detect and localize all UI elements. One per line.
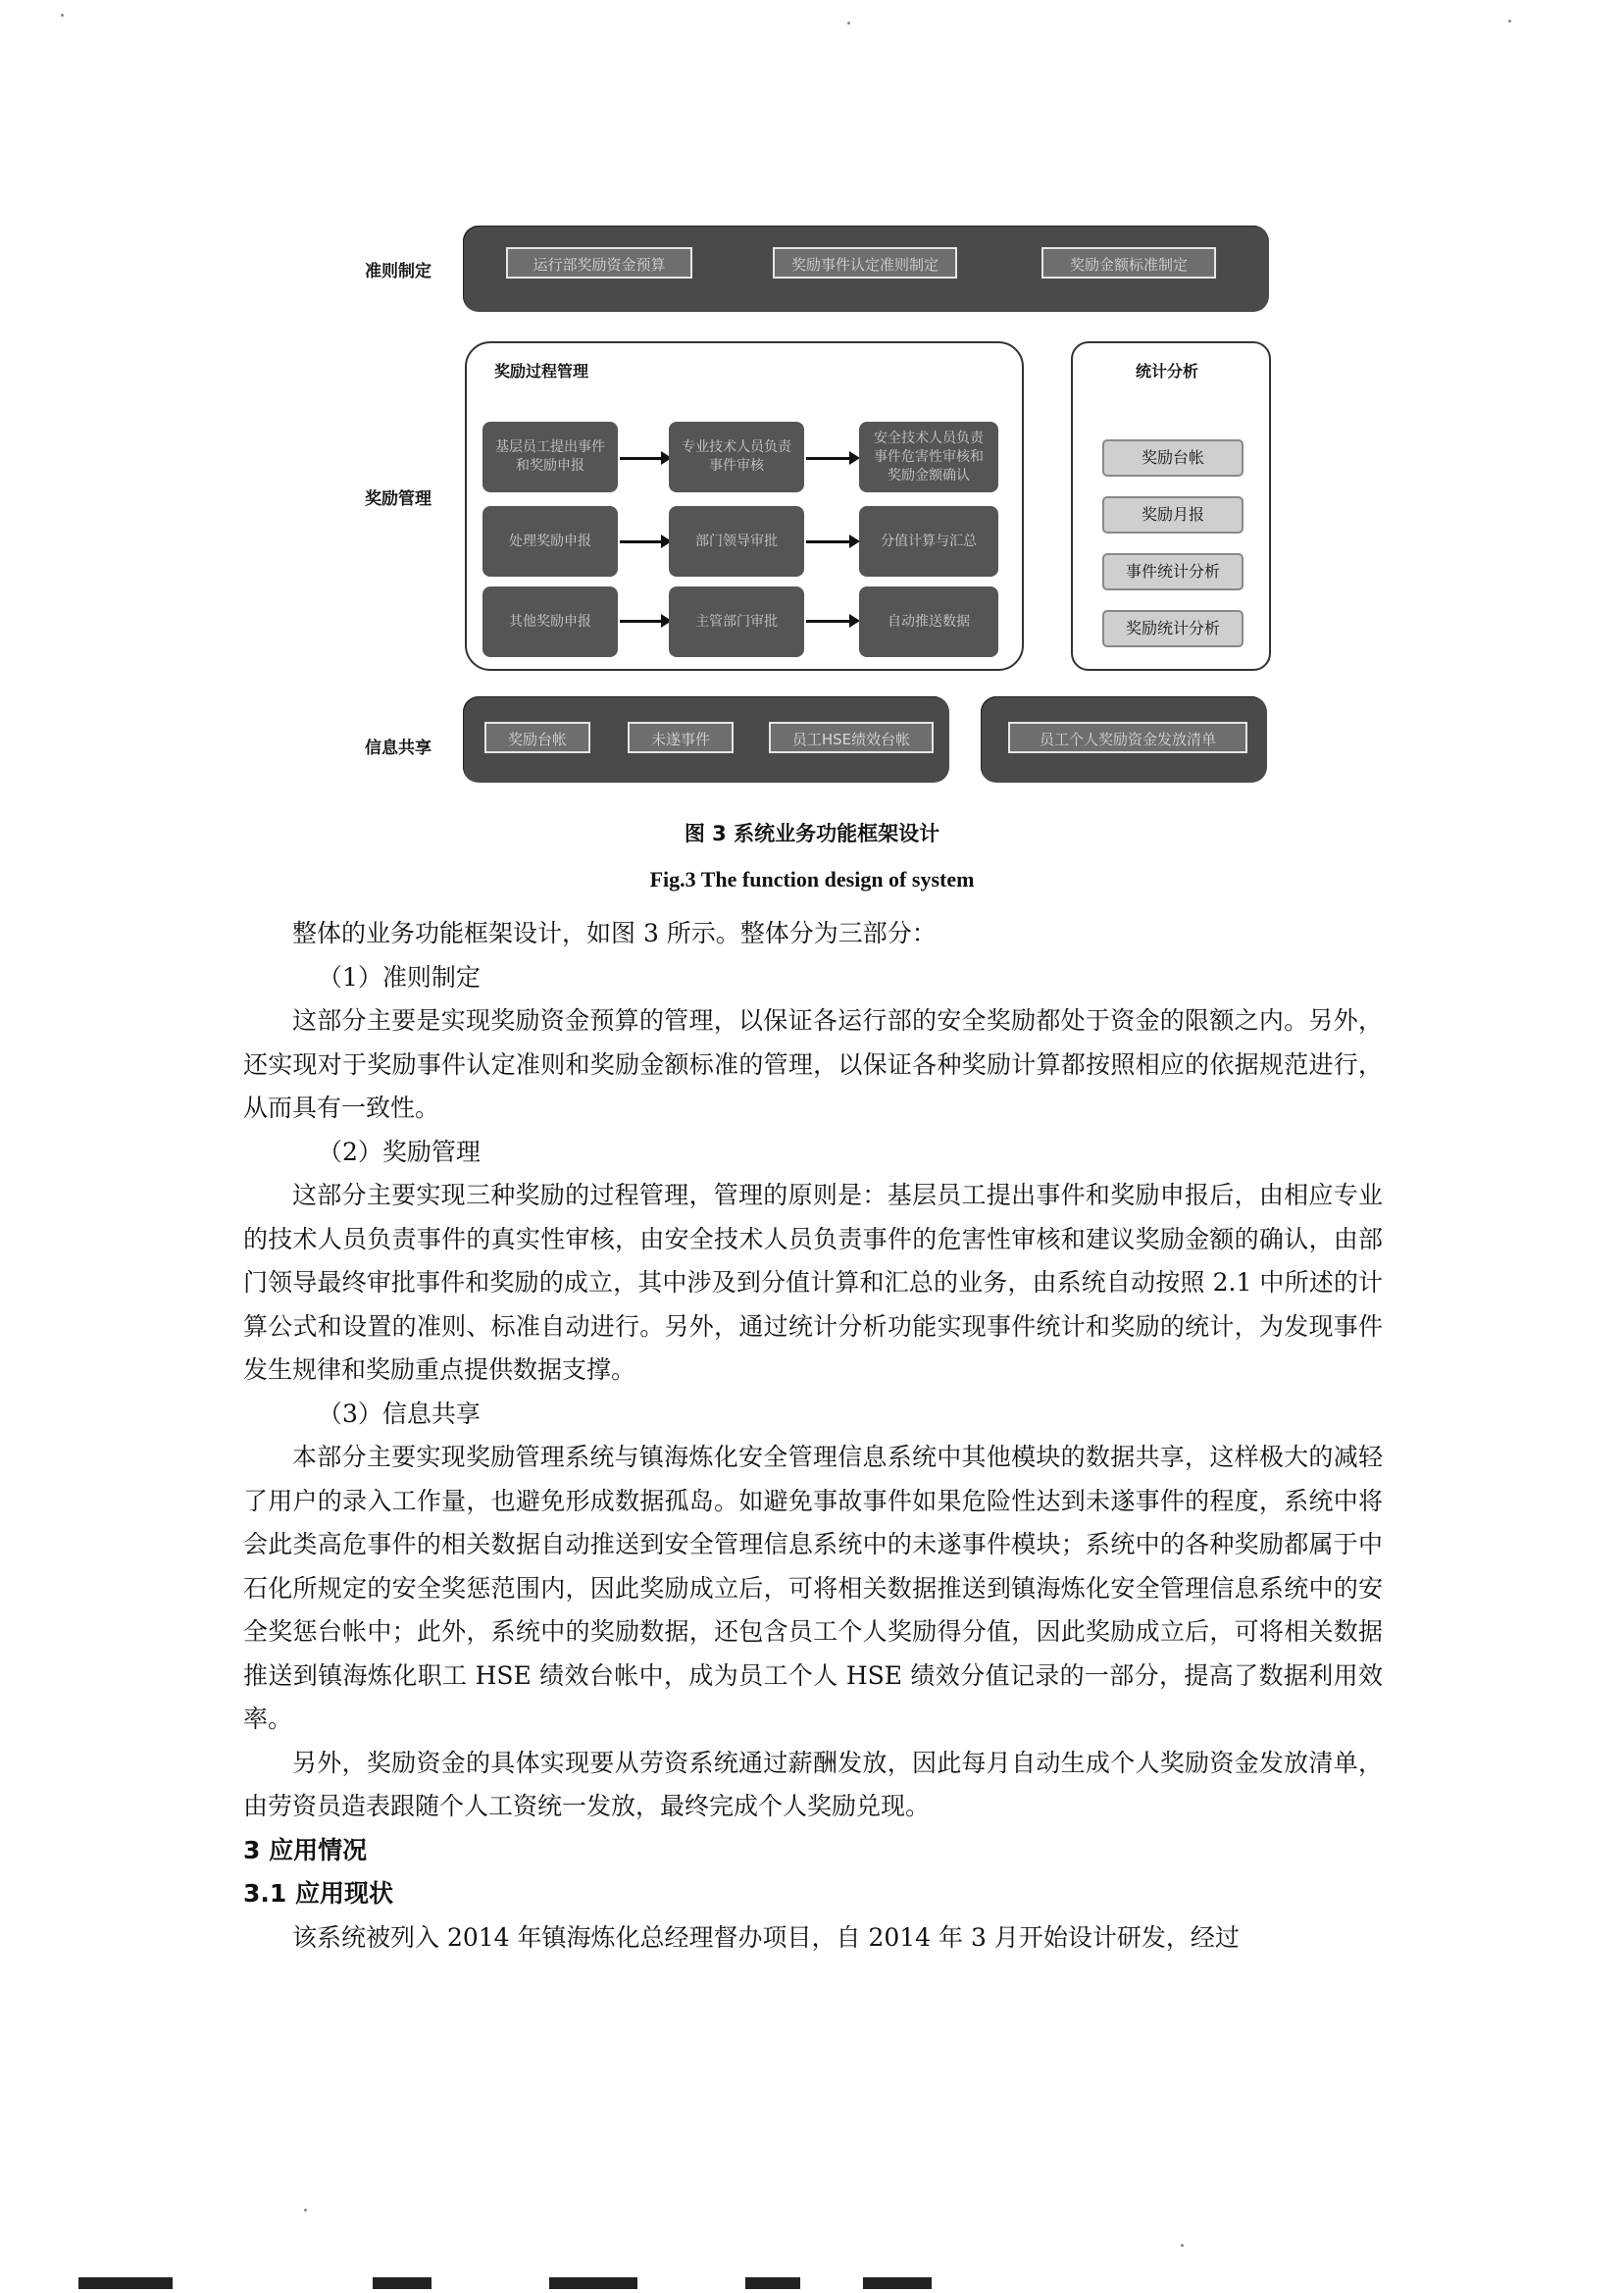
rules-item: 奖励金额标准制定 xyxy=(1041,247,1216,279)
process-box: 其他奖励申报 xyxy=(482,586,618,657)
stats-item: 事件统计分析 xyxy=(1102,553,1243,590)
body-text xyxy=(243,912,1383,1960)
scan-speck xyxy=(1181,2244,1184,2247)
paragraph-status: 该系统被列入 2014 年镇海炼化总经理督办项目，自 2014 年 3 月开始设计研发，经过 xyxy=(292,1922,1240,1952)
scan-speck xyxy=(61,14,64,17)
arrow-right-icon xyxy=(806,620,851,623)
scan-edge-mark xyxy=(78,2277,173,2289)
sharing-bar-left xyxy=(463,696,949,783)
arrow-right-icon xyxy=(620,620,663,623)
stats-item: 奖励统计分析 xyxy=(1102,610,1243,647)
section-heading-3-1: 3.1 应用现状 xyxy=(243,1879,393,1908)
sharing-item: 员工个人奖励资金发放清单 xyxy=(1008,722,1247,753)
paragraph-intro: 整体的业务功能框架设计，如图 3 所示。整体分为三部分： xyxy=(292,919,937,947)
stats-panel-title: 统计分析 xyxy=(1136,362,1199,381)
process-box: 专业技术人员负责事件审核 xyxy=(669,422,804,492)
scan-edge-mark xyxy=(863,2277,932,2289)
sharing-bar-right xyxy=(981,696,1267,783)
arrow-right-icon xyxy=(806,540,851,543)
process-box: 主管部门审批 xyxy=(669,586,804,657)
scan-edge-mark xyxy=(745,2277,800,2289)
scan-speck xyxy=(304,2209,307,2212)
stats-item: 奖励月报 xyxy=(1102,496,1243,534)
rules-item: 奖励事件认定准则制定 xyxy=(773,247,957,279)
subheading-reward: （2）奖励管理 xyxy=(318,1137,481,1166)
section-heading-3: 3 应用情况 xyxy=(243,1835,368,1864)
stats-item: 奖励台帐 xyxy=(1102,439,1243,477)
scan-edge-mark xyxy=(373,2277,431,2289)
scan-edge-mark xyxy=(549,2277,637,2289)
figure-caption-en: Fig.3 The function design of system xyxy=(649,867,975,892)
scan-speck xyxy=(1508,20,1511,23)
arrow-right-icon xyxy=(620,540,663,543)
scan-speck xyxy=(847,22,850,25)
process-box: 分值计算与汇总 xyxy=(859,506,998,577)
row-label-reward: 奖励管理 xyxy=(365,489,431,509)
paragraph-sharing: 本部分主要实现奖励管理系统与镇海炼化安全管理信息系统中其他模块的数据共享，这样极大的减轻了用户的录入工作量，也避免形成数据孤岛。如避免事故事件如果危险性达到未遂事件的程度，系统中将会此类高危事件的相关数据自动推送到安全管理信息系统中的未遂事件模块；系统中的各种奖励都属于中石化所规定的安全奖惩范围内，因此奖励成立后，可将相关数据推送到镇海炼化安全管理信息系统中的安全奖惩台帐中；此外，系统中的奖励数据，还包含员工个人奖励得分值，因此奖励成立后，可将相关数据推送到镇海炼化职工 HSE 绩效台帐中，成为员工个人 HSE 绩效分值记录的一部分，提高了数据利用效率。 xyxy=(243,1443,1383,1733)
paragraph-reward: 这部分主要实现三种奖励的过程管理，管理的原则是：基层员工提出事件和奖励申报后，由相应专业的技术人员负责事件的真实性审核，由安全技术人员负责事件的危害性审核和建议奖励金额的确认，由部门领导最终审批事件和奖励的成立，其中涉及到分值计算和汇总的业务，由系统自动按照 2.1 中所述的计算公式和设置的准则、标准自动进行。另外，通过统计分析功能实现事件统计和奖励的统计，为发现事件发生规律和奖励重点提供数据支撑。 xyxy=(243,1181,1383,1384)
process-box: 安全技术人员负责事件危害性审核和奖励金额确认 xyxy=(859,422,998,492)
arrow-right-icon xyxy=(806,457,851,460)
arrow-right-icon xyxy=(620,457,663,460)
rules-item: 运行部奖励资金预算 xyxy=(506,247,692,279)
subheading-rules: （1）准则制定 xyxy=(318,962,481,992)
sharing-item: 奖励台帐 xyxy=(484,722,590,753)
process-box: 基层员工提出事件和奖励申报 xyxy=(482,422,618,492)
paragraph-payroll: 另外，奖励资金的具体实现要从劳资系统通过薪酬发放，因此每月自动生成个人奖励资金发放清单，由劳资员造表跟随个人工资统一发放，最终完成个人奖励兑现。 xyxy=(243,1748,1383,1820)
process-box: 部门领导审批 xyxy=(669,506,804,577)
process-panel-title: 奖励过程管理 xyxy=(494,362,589,381)
rules-bar xyxy=(463,226,1269,312)
row-label-rules: 准则制定 xyxy=(365,262,431,281)
sharing-item: 员工HSE绩效台帐 xyxy=(769,722,934,753)
row-label-sharing: 信息共享 xyxy=(365,739,431,758)
process-box: 处理奖励申报 xyxy=(482,506,618,577)
paragraph-rules: 这部分主要是实现奖励资金预算的管理，以保证各运行部的安全奖励都处于资金的限额之内。另外，还实现对于奖励事件认定准则和奖励金额标准的管理，以保证各种奖励计算都按照相应的依据规范进行，从而具有一致性。 xyxy=(243,1006,1383,1122)
process-box: 自动推送数据 xyxy=(859,586,998,657)
figure-caption-cn: 图 3 系统业务功能框架设计 xyxy=(684,822,940,845)
sharing-item: 未遂事件 xyxy=(628,722,734,753)
subheading-sharing: （3）信息共享 xyxy=(318,1399,481,1428)
